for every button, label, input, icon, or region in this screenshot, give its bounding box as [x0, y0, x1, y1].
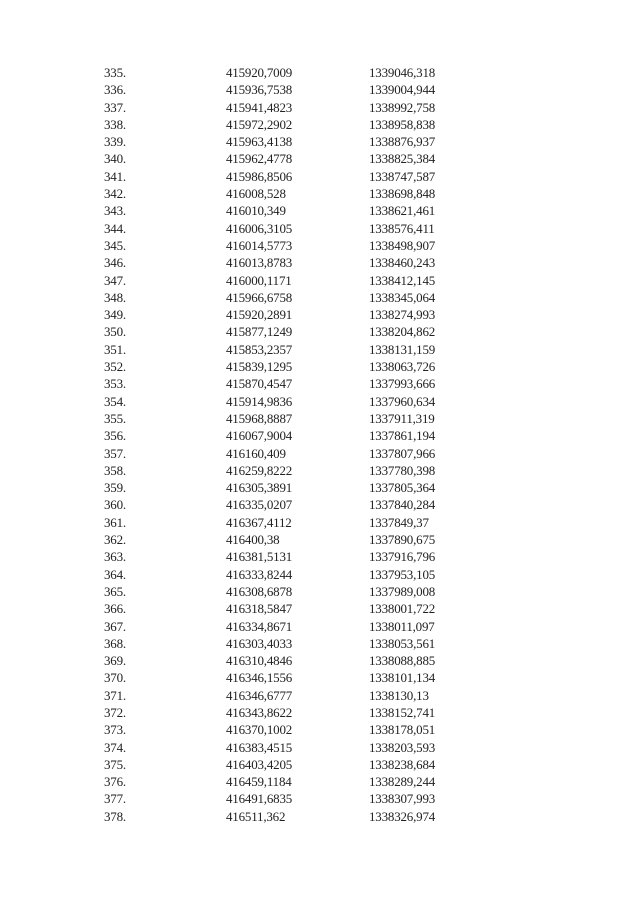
coordinate-x: 416459,1184: [226, 774, 292, 790]
coordinate-y: 1338063,726: [369, 359, 436, 375]
point-number: 354.: [104, 393, 126, 409]
point-number: 373.: [104, 722, 126, 738]
coordinate-x: 416006,3105: [226, 220, 293, 236]
table-row: [0, 289, 640, 306]
coordinate-x: 416381,5131: [226, 549, 293, 565]
coordinate-y: 1338289,244: [369, 774, 436, 790]
table-row: [0, 410, 640, 427]
coordinate-x: 416008,528: [226, 186, 286, 202]
coordinate-y: 1337989,008: [369, 583, 436, 599]
table-row: [0, 479, 640, 496]
table-row: [0, 323, 640, 340]
coordinate-y: 1337911,319: [369, 410, 435, 426]
table-row: [0, 220, 640, 237]
coordinate-x: 415966,6758: [226, 289, 293, 305]
coordinate-y: 1338053,561: [369, 635, 436, 651]
coordinate-x: 416370,1002: [226, 722, 293, 738]
coordinate-x: 415962,4778: [226, 151, 293, 167]
point-number: 337.: [104, 99, 126, 115]
coordinate-x: 416067,9004: [226, 428, 293, 444]
table-row: [0, 514, 640, 531]
coordinate-y: 1339046,318: [369, 65, 436, 80]
point-number: 342.: [104, 186, 126, 202]
table-row: [0, 756, 640, 773]
coordinate-y: 1338747,587: [369, 168, 436, 184]
point-number: 358.: [104, 462, 126, 478]
table-row: [0, 445, 640, 462]
point-number: 377.: [104, 791, 126, 807]
point-number: 356.: [104, 428, 126, 444]
table-row: [0, 808, 640, 825]
table-row: [0, 237, 640, 254]
coordinate-y: 1338460,243: [369, 255, 436, 271]
point-number: 348.: [104, 289, 126, 305]
point-number: 340.: [104, 151, 126, 167]
coordinate-y: 1338011,097: [369, 618, 435, 634]
point-number: 349.: [104, 307, 126, 323]
coordinate-y: 1338326,974: [369, 808, 436, 824]
coordinate-y: 1339004,944: [369, 82, 436, 98]
coordinate-x: 416346,6777: [226, 687, 293, 703]
point-number: 350.: [104, 324, 126, 340]
point-number: 335.: [104, 65, 126, 80]
coordinate-x: 416014,5773: [226, 237, 293, 253]
table-row: [0, 81, 640, 98]
point-number: 374.: [104, 739, 126, 755]
coordinate-y: 1338345,064: [369, 289, 436, 305]
coordinate-y: 1337916,796: [369, 549, 436, 565]
coordinate-x: 416511,362: [226, 808, 286, 824]
point-number: 359.: [104, 480, 126, 496]
coordinate-x: 416334,8671: [226, 618, 293, 634]
coordinate-y: 1337805,364: [369, 480, 436, 496]
coordinate-x: 415920,2891: [226, 307, 293, 323]
coordinate-x: 415963,4138: [226, 134, 293, 150]
point-number: 353.: [104, 376, 126, 392]
coordinate-y: 1338621,461: [369, 203, 436, 219]
coordinate-y: 1338958,838: [369, 116, 436, 132]
point-number: 357.: [104, 445, 126, 461]
coordinate-x: 416491,6835: [226, 791, 293, 807]
coordinate-x: 415870,4547: [226, 376, 293, 392]
coordinate-x: 415941,4823: [226, 99, 293, 115]
table-row: [0, 531, 640, 548]
coordinate-x: 416318,5847: [226, 601, 293, 617]
coordinate-y: 1338088,885: [369, 653, 436, 669]
coordinate-x: 415972,2902: [226, 116, 293, 132]
coordinate-x: 415877,1249: [226, 324, 293, 340]
coordinate-y: 1337840,284: [369, 497, 436, 513]
coordinate-y: 1338131,159: [369, 341, 436, 357]
coordinate-x: 415936,7538: [226, 82, 293, 98]
point-number: 369.: [104, 653, 126, 669]
coordinate-y: 1338876,937: [369, 134, 436, 150]
coordinate-y: 1338307,993: [369, 791, 436, 807]
point-number: 376.: [104, 774, 126, 790]
coordinate-y: 1338178,051: [369, 722, 436, 738]
coordinate-y: 1337807,966: [369, 445, 436, 461]
table-row: [0, 358, 640, 375]
point-number: 352.: [104, 359, 126, 375]
coordinate-x: 415914,9836: [226, 393, 293, 409]
coordinate-x: 415968,8887: [226, 410, 293, 426]
point-number: 368.: [104, 635, 126, 651]
coordinate-x: 416367,4112: [226, 514, 292, 530]
coordinate-y: 1338130,13: [369, 687, 429, 703]
coordinate-y: 1337993,666: [369, 376, 436, 392]
coordinate-x: 416013,8783: [226, 255, 293, 271]
point-number: 343.: [104, 203, 126, 219]
point-number: 355.: [104, 410, 126, 426]
table-row: [0, 583, 640, 600]
table-row: [0, 548, 640, 565]
coordinate-y: 1338204,862: [369, 324, 436, 340]
point-number: 339.: [104, 134, 126, 150]
coordinate-x: 415839,1295: [226, 359, 293, 375]
table-row: [0, 116, 640, 133]
coordinate-x: 416010,349: [226, 203, 286, 219]
point-number: 362.: [104, 532, 126, 548]
coordinate-x: 416346,1556: [226, 670, 293, 686]
table-row: [0, 721, 640, 738]
coordinate-x: 416400,38: [226, 532, 280, 548]
point-number: 344.: [104, 220, 126, 236]
coordinate-y: 1338992,758: [369, 99, 436, 115]
point-number: 341.: [104, 168, 126, 184]
coordinate-y: 1338498,907: [369, 237, 436, 253]
coordinate-y: 1337960,634: [369, 393, 436, 409]
point-number: 366.: [104, 601, 126, 617]
coordinate-x: 416000,1171: [226, 272, 292, 288]
table-row: [0, 133, 640, 150]
table-row: [0, 375, 640, 392]
table-row: [0, 168, 640, 185]
point-number: 371.: [104, 687, 126, 703]
coordinate-y: 1338825,384: [369, 151, 436, 167]
table-row: [0, 652, 640, 669]
point-number: 346.: [104, 255, 126, 271]
coordinate-y: 1338001,722: [369, 601, 436, 617]
coordinate-y: 1338101,134: [369, 670, 436, 686]
point-number: 367.: [104, 618, 126, 634]
point-number: 361.: [104, 514, 126, 530]
table-row: [0, 635, 640, 652]
coordinate-x: 416383,4515: [226, 739, 293, 755]
point-number: 375.: [104, 756, 126, 772]
coordinate-y: 1337849,37: [369, 514, 429, 530]
point-number: 338.: [104, 116, 126, 132]
coordinate-x: 415853,2357: [226, 341, 293, 357]
point-number: 378.: [104, 808, 126, 824]
coordinate-table: [0, 64, 640, 825]
table-row: [0, 427, 640, 444]
coordinate-x: 416308,6878: [226, 583, 293, 599]
table-row: [0, 185, 640, 202]
coordinate-y: 1338274,993: [369, 307, 436, 323]
coordinate-y: 1338412,145: [369, 272, 436, 288]
coordinate-x: 416305,3891: [226, 480, 293, 496]
point-number: 372.: [104, 704, 126, 720]
coordinate-y: 1337953,105: [369, 566, 436, 582]
table-row: [0, 566, 640, 583]
coordinate-y: 1338203,593: [369, 739, 436, 755]
coordinate-x: 416333,8244: [226, 566, 293, 582]
coordinate-x: 416343,8622: [226, 704, 293, 720]
table-row: [0, 341, 640, 358]
table-row: [0, 669, 640, 686]
coordinate-y: 1337780,398: [369, 462, 436, 478]
coordinate-x: 416335,0207: [226, 497, 293, 513]
table-row: [0, 687, 640, 704]
point-number: 364.: [104, 566, 126, 582]
coordinate-x: 415920,7009: [226, 65, 293, 80]
coordinate-y: 1338698,848: [369, 186, 436, 202]
coordinate-x: 415986,8506: [226, 168, 293, 184]
table-row: [0, 790, 640, 807]
coordinate-y: 1337861,194: [369, 428, 436, 444]
table-row: [0, 150, 640, 167]
coordinate-x: 416160,409: [226, 445, 286, 461]
table-row: [0, 64, 640, 81]
table-row: [0, 306, 640, 323]
point-number: 363.: [104, 549, 126, 565]
point-number: 370.: [104, 670, 126, 686]
coordinate-x: 416310,4846: [226, 653, 293, 669]
point-number: 360.: [104, 497, 126, 513]
point-number: 336.: [104, 82, 126, 98]
table-row: [0, 202, 640, 219]
table-row: [0, 393, 640, 410]
point-number: 345.: [104, 237, 126, 253]
table-row: [0, 254, 640, 271]
table-row: [0, 600, 640, 617]
coordinate-y: 1338238,684: [369, 756, 436, 772]
table-row: [0, 739, 640, 756]
point-number: 347.: [104, 272, 126, 288]
coordinate-x: 416403,4205: [226, 756, 293, 772]
coordinate-y: 1338576,411: [369, 220, 435, 236]
table-row: [0, 272, 640, 289]
table-row: [0, 773, 640, 790]
coordinate-x: 416303,4033: [226, 635, 293, 651]
table-row: [0, 99, 640, 116]
table-row: [0, 496, 640, 513]
table-row: [0, 704, 640, 721]
table-row: [0, 462, 640, 479]
coordinate-y: 1337890,675: [369, 532, 436, 548]
coordinate-y: 1338152,741: [369, 704, 436, 720]
point-number: 365.: [104, 583, 126, 599]
point-number: 351.: [104, 341, 126, 357]
table-row: [0, 618, 640, 635]
coordinate-x: 416259,8222: [226, 462, 293, 478]
